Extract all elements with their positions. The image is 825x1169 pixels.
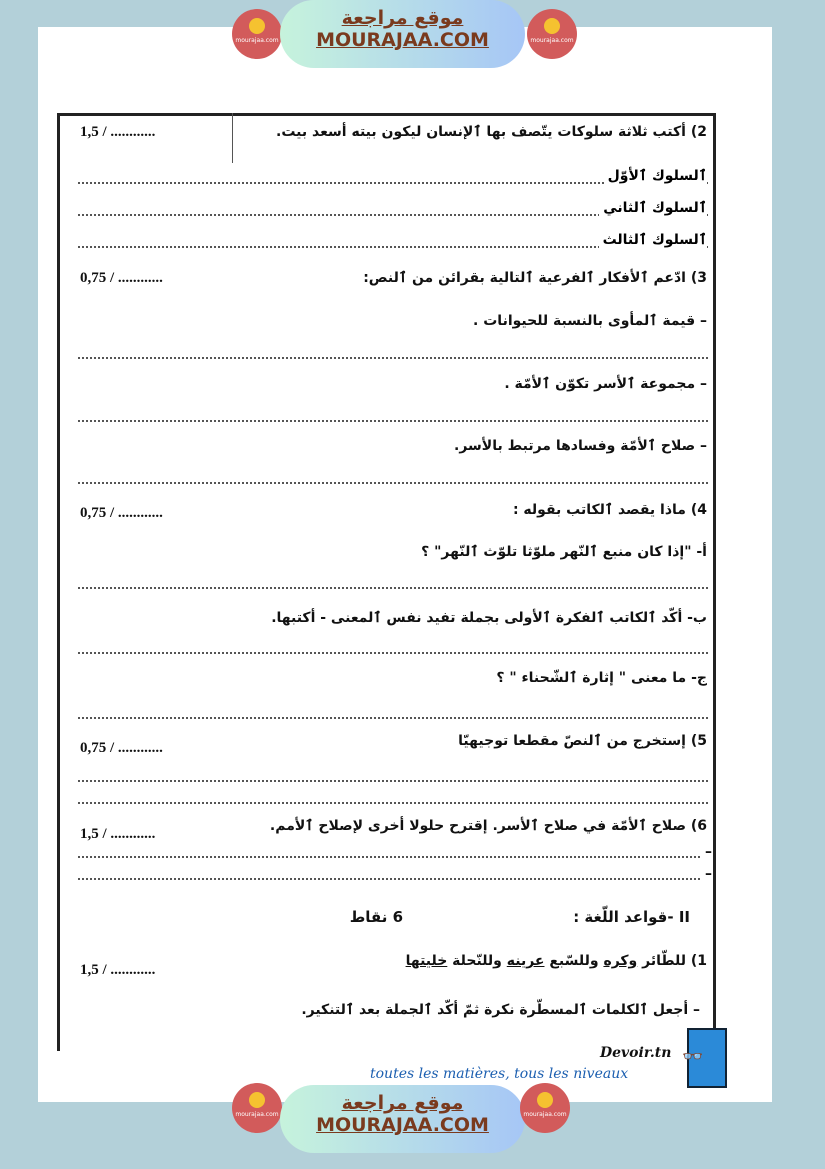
score-g1: 1,5 / ............	[80, 962, 156, 978]
answer-line[interactable]	[78, 878, 700, 880]
section-2-title: II -قواعد اللّغة :	[573, 908, 690, 926]
text: وللنّحلة	[447, 953, 507, 969]
underlined-word: خليتها	[405, 953, 448, 969]
site-name-english[interactable]: MOURAJAA.COM	[316, 29, 489, 51]
question-5: 5) إستخرج من ٱلنصّ مقطعا توجيهيّا	[458, 733, 707, 749]
grammar-question-1	[406, 953, 707, 969]
logo-badge-left	[232, 1083, 282, 1133]
question-4c: ج- ما معنى " إثارة ٱلشّحناء " ؟	[496, 670, 707, 686]
question-2: 2) أكتب ثلاثة سلوكات يتّصف بها ٱلإنسان ليكون بيته أسعد بيت.	[276, 124, 707, 140]
answer-line[interactable]	[78, 717, 708, 719]
behavior-3-label: ٱلسلوك ٱلثالث	[599, 232, 707, 248]
glasses-icon: 👓	[682, 1047, 704, 1067]
question-4: 4) ماذا يقصد ٱلكاتب بقوله :	[512, 502, 707, 518]
score-q3: 0,75 / ............	[80, 270, 163, 286]
answer-line[interactable]	[78, 856, 700, 858]
question-3: 3) ادّعم ٱلأفكار ٱلفرعية ٱلتالية بقرائن من ٱلنص:	[363, 270, 707, 286]
section-2-points: 6 نقاط	[349, 908, 403, 926]
idea-1: – قيمة ٱلمأوى بالنسبة للحيوانات .	[473, 313, 707, 329]
score-q5: 0,75 / ............	[80, 740, 163, 756]
idea-2: – مجموعة ٱلأسر تكوّن ٱلأمّة .	[504, 376, 707, 392]
underlined-word: عرينه	[506, 953, 545, 969]
question-4b: ب- أكّد ٱلكاتب ٱلفكرة ٱلأولى بجملة تفيد نفس ٱلمعنى - أكتبها.	[271, 610, 707, 626]
header-banner[interactable]	[280, 0, 525, 68]
dash: –	[705, 866, 712, 882]
badge-text: mourajaa.com	[235, 37, 279, 44]
badge-text: mourajaa.com	[530, 37, 574, 44]
devoir-logo[interactable]: Devoir.tn	[600, 1045, 672, 1061]
question-6: 6) صلاح ٱلأمّة في صلاح ٱلأسر. إقترح حلولا أخرى لإصلاح ٱلأمم.	[269, 818, 707, 834]
answer-line[interactable]	[78, 357, 708, 359]
footer-banner[interactable]	[280, 1085, 525, 1153]
behavior-1-label: ٱلسلوك ٱلأوّل	[604, 168, 707, 184]
answer-line[interactable]	[78, 420, 708, 422]
behavior-2-label: ٱلسلوك ٱلثاني	[599, 200, 707, 216]
answer-line[interactable]	[78, 780, 708, 782]
logo-badge-right	[527, 9, 577, 59]
question-4a: أ- "إذا كان منبع ٱلنّهر ملوّثا تلوّث ٱلنّهر" ؟	[421, 544, 707, 560]
underlined-word: وكره	[603, 953, 638, 969]
score-q4: 0,75 / ............	[80, 505, 163, 521]
idea-3: – صلاح ٱلأمّة وفسادها مرتبط بالأسر.	[454, 438, 707, 454]
site-name-arabic[interactable]: موقع مراجعة	[341, 7, 464, 29]
answer-line[interactable]	[78, 587, 708, 589]
answer-line[interactable]	[78, 652, 708, 654]
answer-line[interactable]	[78, 482, 708, 484]
text: 1) للطّائر	[637, 953, 707, 969]
badge-text: mourajaa.com	[235, 1111, 279, 1118]
answer-line[interactable]	[78, 802, 708, 804]
grammar-instruction: – أجعل ٱلكلمات ٱلمسطّرة نكرة ثمّ أكّد ٱلجملة بعد ٱلتنكير.	[301, 1002, 700, 1018]
score-q2: 1,5 / ............	[80, 124, 156, 140]
site-name-arabic[interactable]: موقع مراجعة	[341, 1092, 464, 1114]
divider	[232, 113, 233, 163]
logo-badge-left	[232, 9, 282, 59]
dash: –	[705, 844, 712, 860]
badge-text: mourajaa.com	[523, 1111, 567, 1118]
score-q6: 1,5 / ............	[80, 826, 156, 842]
site-name-english[interactable]: MOURAJAA.COM	[316, 1114, 489, 1136]
logo-badge-right	[520, 1083, 570, 1133]
text: وللسّبع	[544, 953, 604, 969]
devoir-tagline: toutes les matières, tous les niveaux	[370, 1066, 629, 1082]
